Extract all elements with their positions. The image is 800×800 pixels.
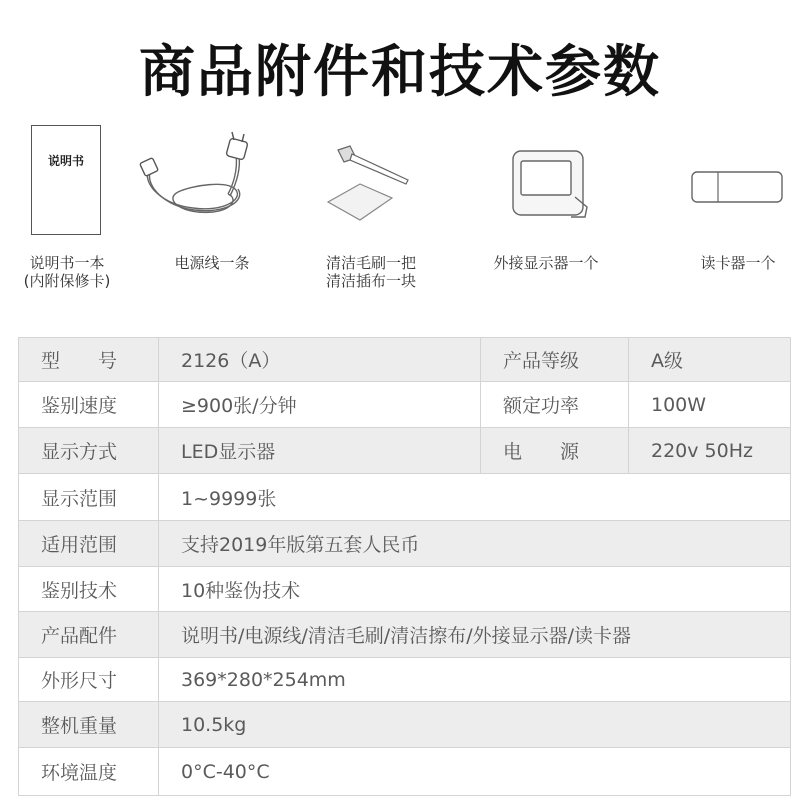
brush-and-cloth-image bbox=[320, 140, 420, 230]
spec-label: 外形尺寸 bbox=[19, 658, 159, 702]
spec-label: 型 号 bbox=[19, 338, 159, 382]
table-row bbox=[19, 338, 791, 382]
spec-label: 鉴别速度 bbox=[19, 382, 159, 428]
table-row bbox=[19, 658, 791, 702]
spec-label: 产品配件 bbox=[19, 612, 159, 658]
spec-label: 显示范围 bbox=[19, 474, 159, 521]
manual-cover-text: 说明书 bbox=[47, 154, 84, 168]
accessory-caption-manual: 说明书一本 (内附保修卡) bbox=[23, 254, 111, 290]
spec-value: LED显示器 bbox=[159, 428, 481, 474]
accessory-caption-display: 外接显示器一个 bbox=[493, 254, 599, 272]
spec-value: 100W bbox=[629, 382, 791, 428]
spec-value: 支持2019年版第五套人民币 bbox=[159, 521, 791, 567]
spec-label: 环境温度 bbox=[19, 748, 159, 796]
spec-table bbox=[18, 337, 791, 796]
table-row bbox=[19, 521, 791, 567]
spec-value: 1~9999张 bbox=[159, 474, 791, 521]
accessory-caption-power-cord: 电源线一条 bbox=[174, 254, 250, 272]
accessory-caption-card-reader: 读卡器一个 bbox=[700, 254, 776, 272]
spec-value: A级 bbox=[629, 338, 791, 382]
spec-label: 适用范围 bbox=[19, 521, 159, 567]
table-row bbox=[19, 382, 791, 428]
spec-label: 整机重量 bbox=[19, 702, 159, 748]
table-row bbox=[19, 612, 791, 658]
table-row bbox=[19, 567, 791, 612]
spec-value: ≥900张/分钟 bbox=[159, 382, 481, 428]
external-display-image bbox=[505, 145, 595, 225]
table-row bbox=[19, 702, 791, 748]
spec-value: 0°C-40°C bbox=[159, 748, 791, 796]
page-title: 商品附件和技术参数 bbox=[139, 40, 661, 105]
power-cord-image bbox=[138, 130, 258, 230]
table-row bbox=[19, 428, 791, 474]
table-row bbox=[19, 474, 791, 521]
spec-label: 鉴别技术 bbox=[19, 567, 159, 612]
spec-value: 220v 50Hz bbox=[629, 428, 791, 474]
manual-image bbox=[31, 125, 101, 235]
spec-label: 产品等级 bbox=[481, 338, 629, 382]
spec-label: 电 源 bbox=[481, 428, 629, 474]
spec-value: 2126（A） bbox=[159, 338, 481, 382]
spec-value: 369*280*254mm bbox=[159, 658, 791, 702]
accessory-caption-cleaning: 清洁毛刷一把 清洁插布一块 bbox=[325, 254, 416, 290]
spec-label: 额定功率 bbox=[481, 382, 629, 428]
card-reader-image bbox=[688, 168, 788, 208]
table-row bbox=[19, 748, 791, 796]
spec-value: 10种鉴伪技术 bbox=[159, 567, 791, 612]
spec-value: 10.5kg bbox=[159, 702, 791, 748]
spec-label: 显示方式 bbox=[19, 428, 159, 474]
spec-value: 说明书/电源线/清洁毛刷/清洁擦布/外接显示器/读卡器 bbox=[159, 612, 791, 658]
